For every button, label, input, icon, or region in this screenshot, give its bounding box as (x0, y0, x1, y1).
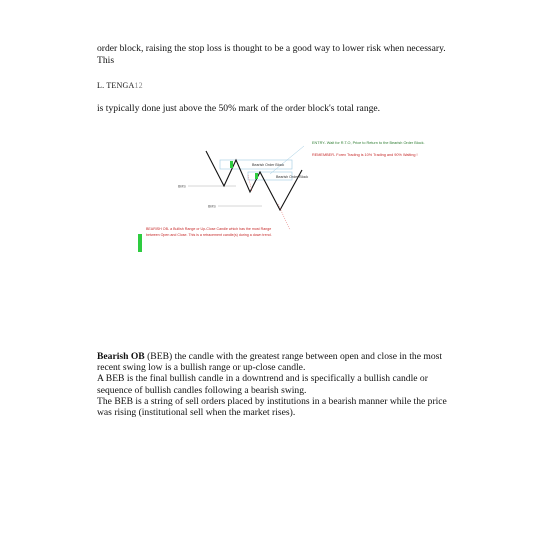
entry-note: ENTRY- Wait for R.T.O, Price to Return to the Bearish Order Block. (312, 141, 425, 145)
label-bms-1: BMS (178, 184, 186, 189)
definition-line-1: (BEB) the candle with the greatest range between open and close in the most recent swing low is a bullish range or up-close candle. (97, 351, 443, 374)
page-number: 12 (134, 81, 143, 90)
paragraph-intro: order block, raising the stop loss is thought to be a good way to lower risk when necessary. This (97, 43, 446, 66)
definition-block (97, 351, 457, 418)
caption-line-1: BEARISH OB- a Bullish Range or Up-Close Candle which has the most Range (146, 227, 272, 231)
caption-line-2: between Open and Close. This is a retracement candle(s) during a down trend. (146, 233, 272, 237)
paragraph-range: is typically done just above the 50% mark of the order block's total range. (97, 103, 381, 114)
definition-line-3: The BEB is a string of sell orders placed by institutions in a bearish manner while the price was rising (institutional sell when the market rises). (97, 395, 447, 419)
label-bms-2: BMS (208, 204, 216, 209)
definition-line-2: A BEB is the final bullish candle in a downtrend and is specifically a bullish candle or sequence of bullish candles following a bearish swing. (97, 373, 428, 396)
legend-candle (138, 234, 142, 252)
projection-dash-2 (278, 204, 290, 230)
author-line (97, 80, 457, 92)
remember-note: REMEMBER- Forex Trading is 10% Trading and 90% Waiting ! (312, 153, 418, 157)
term-bearish-ob: Bearish OB (97, 351, 145, 362)
bullish-candle-1 (230, 161, 233, 168)
author-name: L. TENGA (97, 81, 135, 90)
bullish-candle-2 (255, 173, 258, 179)
order-block-diagram (128, 134, 448, 254)
label-order-block-2: Bearish Order Block (276, 175, 309, 179)
label-order-block-1: Bearish Order Block (252, 163, 285, 167)
